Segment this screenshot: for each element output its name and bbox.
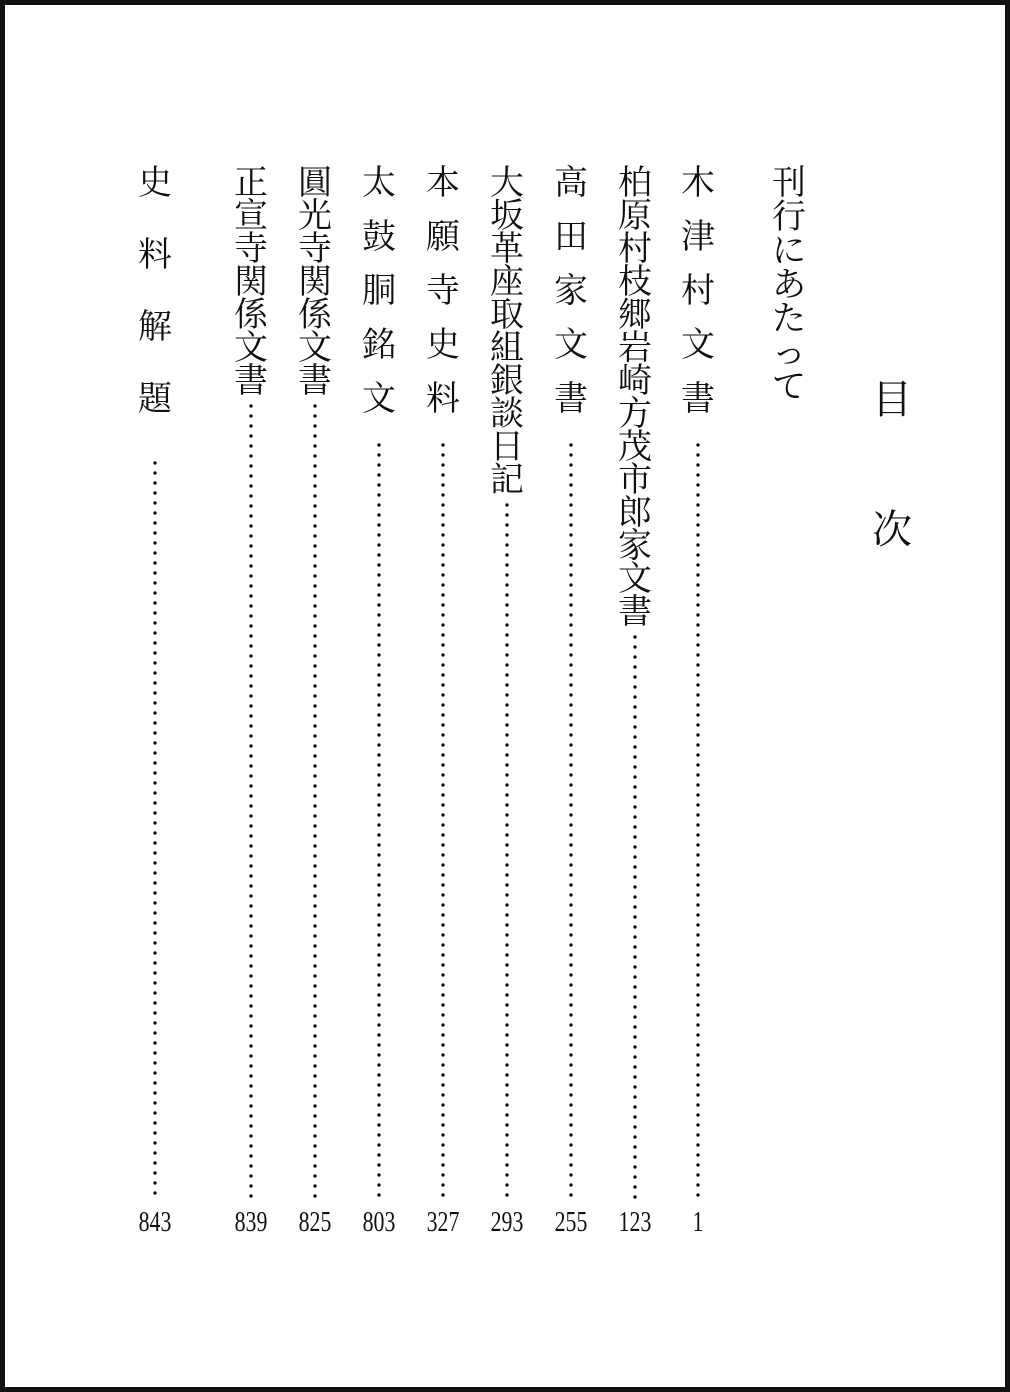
- toc-page-number: 293: [490, 1207, 524, 1238]
- toc-entry-char: 正: [234, 163, 268, 203]
- toc-entry-char: 柏: [618, 163, 652, 203]
- toc-entry-char: 革: [490, 229, 524, 269]
- toc-entry-char: 胴: [362, 271, 396, 311]
- toc-entry-char: 文: [554, 325, 588, 365]
- toc-entry-char: 係: [234, 295, 268, 335]
- toc-entry-char: 郎: [618, 493, 652, 533]
- toc-entry-char: 関: [234, 262, 268, 302]
- toc-entry-char: 記: [490, 460, 524, 500]
- toc-entry-char: 家: [618, 526, 652, 566]
- toc-entry-char: 書: [298, 361, 332, 401]
- toc-entry-char: 枝: [618, 262, 652, 302]
- toc-page-number: 839: [234, 1207, 268, 1238]
- dot-leader: [249, 401, 253, 1200]
- toc-entry-char: 史: [138, 163, 172, 203]
- toc-page-number: 327: [426, 1207, 460, 1238]
- toc-entry-char: 田: [554, 217, 588, 257]
- dot-leader: [633, 632, 637, 1200]
- toc-entry-char: 題: [138, 379, 172, 419]
- toc-entry-char: 文: [618, 559, 652, 599]
- toc-entry-char: 書: [554, 379, 588, 419]
- title-char-2: 次: [872, 507, 912, 553]
- toc-entry-char: 寺: [298, 229, 332, 269]
- toc-entry-char: 本: [426, 163, 460, 203]
- toc-entry-char: 取: [490, 295, 524, 335]
- toc-entry-char: 圓: [298, 163, 332, 203]
- toc-entry-char: 刊: [772, 163, 806, 203]
- dot-leader: [313, 401, 317, 1200]
- toc-entry-char: 座: [490, 262, 524, 302]
- toc-entry-char: 料: [138, 235, 172, 275]
- toc-page-number: 843: [138, 1207, 172, 1238]
- toc-entry-char: 日: [490, 427, 524, 467]
- toc-entry-char: 寺: [426, 271, 460, 311]
- toc-entry-char: 寺: [234, 229, 268, 269]
- toc-entry-char: 市: [618, 460, 652, 500]
- dot-leader: [153, 458, 157, 1200]
- toc-entry-char: あ: [772, 265, 806, 305]
- toc-entry-char: 光: [298, 196, 332, 236]
- toc-entry-char: 村: [681, 271, 715, 311]
- toc-entry-char: 村: [618, 229, 652, 269]
- toc-entry-char: 談: [490, 394, 524, 434]
- toc-entry-char: 料: [426, 379, 460, 419]
- dot-leader: [441, 440, 445, 1200]
- toc-entry-char: 書: [234, 361, 268, 401]
- toc-page-number: 803: [362, 1207, 396, 1238]
- toc-entry-char: 願: [426, 217, 460, 257]
- toc-entry-char: 行: [772, 197, 806, 237]
- toc-entry-char: 書: [618, 592, 652, 632]
- toc-entry-char: 高: [554, 163, 588, 203]
- toc-entry-char: 原: [618, 196, 652, 236]
- toc-entry-char: 津: [681, 217, 715, 257]
- toc-page-number: 123: [618, 1207, 652, 1238]
- toc-page-number: 825: [298, 1207, 332, 1238]
- dot-leader: [505, 500, 509, 1200]
- toc-entry-char: 木: [681, 163, 715, 203]
- toc-entry-char: 文: [234, 328, 268, 368]
- toc-entry-char: 文: [681, 325, 715, 365]
- toc-entry-char: 銘: [362, 325, 396, 365]
- dot-leader: [377, 440, 381, 1200]
- toc-entry-char: 組: [490, 328, 524, 368]
- toc-entry-char: 岩: [618, 328, 652, 368]
- toc-entry-char: 史: [426, 325, 460, 365]
- toc-entry-char: 関: [298, 262, 332, 302]
- toc-entry-char: 太: [362, 163, 396, 203]
- toc-page-number: 1: [692, 1207, 704, 1238]
- toc-entry-char: 銀: [490, 361, 524, 401]
- toc-entry-char: 郷: [618, 295, 652, 335]
- toc-entry-char: た: [772, 299, 806, 339]
- toc-entry-char: 崎: [618, 361, 652, 401]
- toc-entry-char: 家: [554, 271, 588, 311]
- toc-entry-char: 鼓: [362, 217, 396, 257]
- toc-entry-char: 茂: [618, 427, 652, 467]
- toc-entry-char: 文: [298, 328, 332, 368]
- toc-entry-char: 解: [138, 307, 172, 347]
- toc-entry-char: て: [772, 367, 806, 407]
- toc-page-number: 255: [554, 1207, 588, 1238]
- toc-entry-char: っ: [772, 333, 806, 373]
- toc-entry-char: に: [772, 231, 806, 271]
- toc-entry-char: 文: [362, 379, 396, 419]
- toc-entry-char: 係: [298, 295, 332, 335]
- toc-entry-char: 方: [618, 394, 652, 434]
- toc-entry-char: 大: [490, 163, 524, 203]
- toc-entry-char: 坂: [490, 196, 524, 236]
- toc-entry-char: 書: [681, 379, 715, 419]
- title-char-1: 目: [872, 377, 912, 423]
- dot-leader: [569, 440, 573, 1200]
- dot-leader: [696, 440, 700, 1200]
- toc-entry-char: 宣: [234, 196, 268, 236]
